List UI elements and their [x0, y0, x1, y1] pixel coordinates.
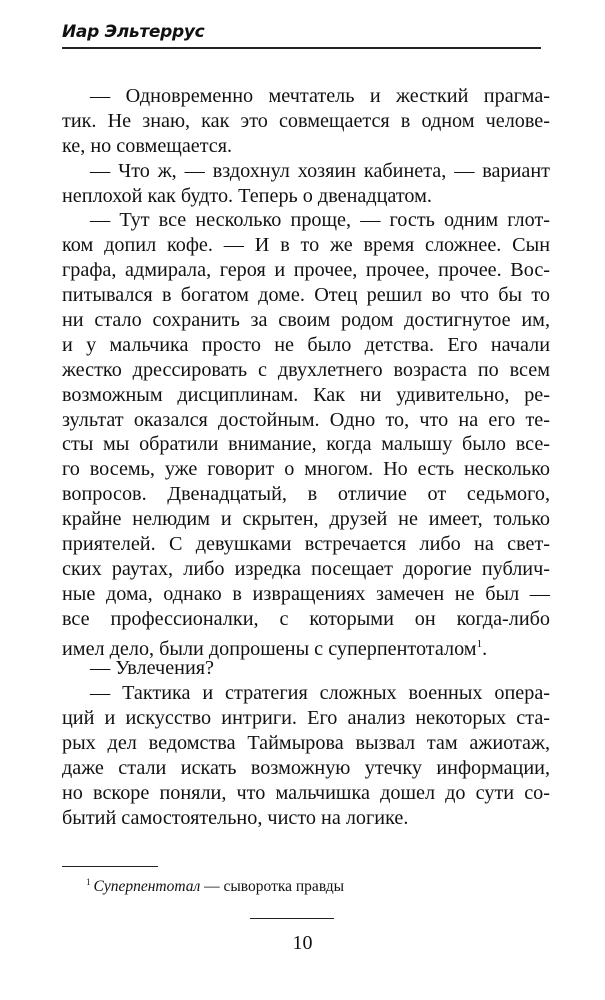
text-line	[62, 607, 550, 632]
text-line	[62, 308, 550, 333]
footnote-term: Суперпентотал	[93, 878, 201, 895]
text-line	[62, 408, 550, 433]
text-line-content: но вскоре поняли, что мальчишка дошел до сути со-	[62, 781, 550, 804]
text-line-content: зультат оказался достойным. Одно то, что на его те-	[62, 408, 550, 431]
text-line-content: бытий самостоятельно, чисто на логике.	[62, 806, 409, 829]
text-line-content: — Увлечения?	[90, 657, 215, 680]
text-line	[62, 656, 550, 681]
text-line-content: тик. Не знаю, как это совмещается в одном челове-	[62, 109, 550, 132]
text-line	[62, 208, 550, 233]
text-line-content: жестко дрессировать с двухлетнего возраста по всем	[62, 358, 550, 381]
text-line	[62, 333, 550, 358]
text-line	[62, 457, 550, 482]
text-line-content: питывался в богатом доме. Отец решил во что бы то	[62, 284, 550, 307]
text-line	[62, 806, 550, 831]
text-line-content: крайне нелюдим и скрытен, друзей не имеет, только	[62, 508, 550, 531]
text-line-content: возможным дисциплинам. Как ни удивительно, ре-	[62, 383, 550, 406]
header-rule	[62, 47, 541, 49]
text-line	[62, 632, 550, 660]
footnote-reference[interactable]: 1	[476, 637, 483, 650]
text-line	[62, 482, 550, 507]
body-text	[62, 84, 550, 831]
text-line	[62, 532, 550, 557]
text-line	[62, 383, 550, 408]
footnote-definition: — сыворотка правды	[200, 878, 345, 895]
text-line-content: неплохой как будто. Теперь о двенадцатом.	[62, 184, 432, 207]
text-line-content: ских раутах, либо изредка посещает дорогие публич-	[62, 557, 550, 580]
text-line-content: имел дело, были допрошены с суперпентоталом	[62, 637, 477, 660]
footnote	[86, 877, 344, 896]
text-trail: .	[482, 637, 488, 660]
text-line	[62, 507, 550, 532]
text-line-content: все профессионалки, с которыми он когда-либо	[62, 607, 550, 630]
text-line-content: — Тактика и стратегия сложных военных опера-	[90, 682, 550, 705]
text-line-content: ные дома, однако в извращениях замечен не был —	[62, 582, 550, 605]
text-line-content: — Что ж, — вздохнул хозяин кабинета, — вариант	[90, 159, 550, 182]
footnote-marker: 1	[86, 877, 91, 887]
text-line-content: даже стали искать возможную утечку информации,	[62, 757, 550, 780]
text-line	[62, 358, 550, 383]
text-line-content: и у мальчика просто не было детства. Его начали	[62, 333, 550, 356]
text-line-content: графа, адмирала, героя и прочее, прочее, прочее. Вос-	[62, 259, 550, 282]
text-line	[62, 109, 550, 134]
text-line	[62, 233, 550, 258]
text-line	[62, 781, 550, 806]
text-line-content: — Одновременно мечтатель и жесткий прагма-	[90, 85, 550, 107]
text-line-content: ке, но совмещается.	[62, 134, 233, 157]
text-line-content: ций и искусство интриги. Его анализ некоторых ста-	[62, 707, 550, 730]
text-line	[62, 706, 550, 731]
text-line-content: приятелей. С девушками встречается либо на свет-	[62, 533, 550, 556]
footnote-separator	[62, 866, 158, 867]
page-number-rule	[250, 918, 334, 919]
text-line	[62, 159, 550, 184]
text-line	[62, 731, 550, 756]
text-line-content: сты мы обратили внимание, когда малышу было все-	[62, 433, 550, 456]
text-line	[62, 756, 550, 781]
text-line-content: вопросов. Двенадцатый, в отличие от седьмого,	[62, 483, 550, 506]
text-line-content: рых дел ведомства Таймырова вызвал там ажиотаж,	[62, 732, 550, 755]
running-head-author: Иар Эльтеррус	[62, 22, 205, 42]
text-line	[62, 681, 550, 706]
text-line	[62, 184, 550, 209]
page-number: 10	[292, 932, 313, 954]
text-line	[62, 134, 550, 159]
text-line	[62, 557, 550, 582]
text-line-content: ком допил кофе. — И в то же время сложнее. Сын	[62, 234, 550, 257]
text-line	[62, 432, 550, 457]
text-line-content: ни стало сохранить за своим родом достигнутое им,	[62, 309, 550, 332]
text-line	[62, 582, 550, 607]
text-line	[62, 283, 550, 308]
text-line	[62, 258, 550, 283]
text-line	[62, 84, 550, 109]
text-line-content: го восемь, уже говорит о многом. Но есть несколько	[62, 458, 550, 481]
text-line-content: — Тут все несколько проще, — гость одним глот-	[90, 209, 550, 232]
